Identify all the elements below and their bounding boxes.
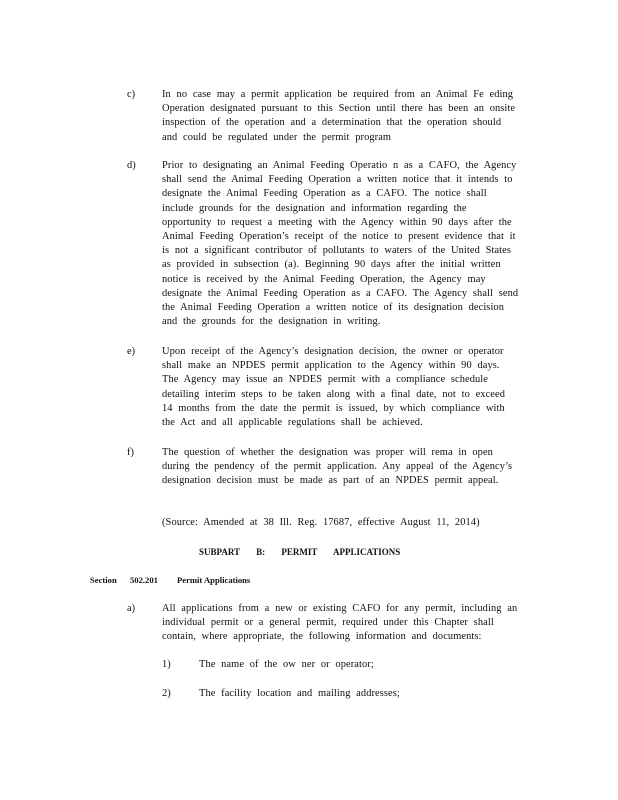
paragraph-d-marker: d): [127, 160, 136, 171]
list-item-2-marker: 2): [162, 688, 171, 699]
paragraph-f-text: The question of whether the designation was proper will rema in open during the pendency of the permit application. Any appeal of the Agency’s designation decision must be made as part of an NPDES permit appeal.: [162, 447, 513, 487]
paragraph-d-text: Prior to designating an Animal Feeding Operatio n as a CAFO, the Agency shall send the Animal Feeding Operation a written notice that it intends to designate the Animal Feeding Operation as a CAFO. The notice shall include grounds for the designation and information regarding the opportunity to request a meeting with the Agency within 90 days after the Animal Feeding Operation’s receipt of the notice to present evidence that it is not a significant contributor of pollutants to waters of the United States as provided in subsection (a). Beginning 90 days after the initial written notice is received by the Animal Feeding Operation, the Agency may designate the Animal Feeding Operation as a CAFO. The Agency shall send the Animal Feeding Operation a written notice of its designation decision and the grounds for the designation in writing.: [162, 160, 519, 328]
list-item-1-text: The name of the ow ner or operator;: [199, 659, 374, 670]
paragraph-e-text: Upon receipt of the Agency’s designation decision, the owner or operator shall make an NPDES permit application to the Agency within 90 days. The Agency may issue an NPDES permit with a compliance schedule detailing interim steps to be taken along with a final date, not to exceed 14 months from the date the permit is issued, by which compliance with the Act and all applicable regulations shall be achieved.: [162, 346, 506, 429]
section-number: 502.201: [130, 575, 158, 585]
subpart-heading: SUBPART B: PERMIT APPLICATIONS: [199, 547, 401, 557]
section-heading: [90, 574, 290, 586]
paragraph-c-text: In no case may a permit application be required from an Animal Fe eding Operation designated pursuant to this Section until there has been an onsite inspection of the operation and a determination that the operation should and could be regulated under the permit program: [162, 89, 516, 143]
section-paragraph-a-text: All applications from a new or existing CAFO for any permit, including an individual permit or a general permit, required under this Chapter shall contain, where appropriate, the following information and documents:: [162, 603, 518, 643]
paragraph-f-marker: f): [127, 447, 134, 458]
section-paragraph-a-marker: a): [127, 603, 136, 614]
section-title: Permit Applications: [177, 575, 251, 585]
list-item-1-marker: 1): [162, 659, 171, 670]
paragraph-c-marker: c): [127, 89, 136, 100]
section-label: Section: [90, 575, 117, 585]
paragraph-e-marker: e): [127, 346, 136, 357]
source-note: (Source: Amended at 38 Ill. Reg. 17687, effective August 11, 2014): [162, 517, 480, 528]
list-item-2-text: The facility location and mailing addresses;: [199, 688, 400, 699]
